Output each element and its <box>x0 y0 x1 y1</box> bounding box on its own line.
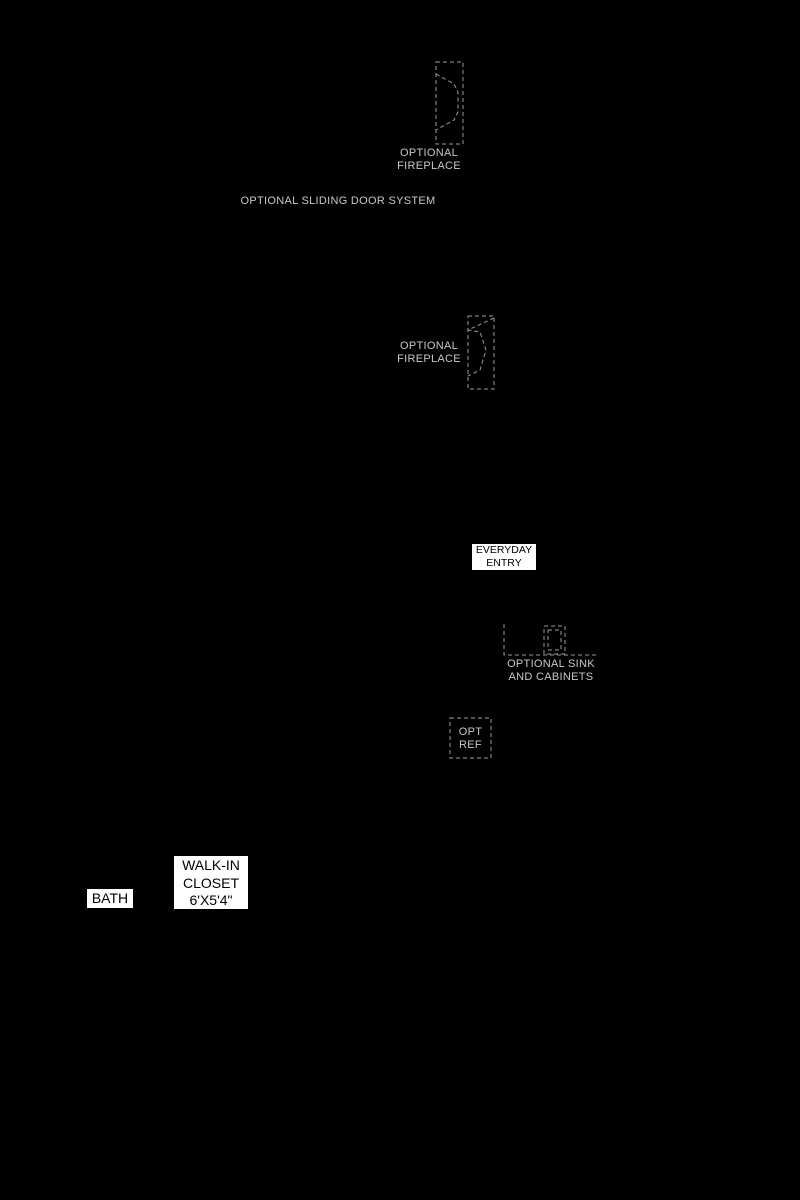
everyday-entry-label <box>472 544 536 570</box>
walk-in-closet-label-line3: 6'X5'4" <box>189 892 233 908</box>
opt-ref-label-line1: OPT <box>458 726 483 738</box>
everyday-entry-label-line2: ENTRY <box>486 557 522 569</box>
sink-cabinets-label-line2: AND CABINETS <box>508 671 594 683</box>
walk-in-closet-label-line1: WALK-IN <box>182 857 240 873</box>
sink-cabinets-label <box>496 658 606 684</box>
sink-cabinets-outline <box>504 624 598 655</box>
sink-cabinets-label-line1: OPTIONAL SINK <box>507 658 595 670</box>
everyday-entry-label-line1: EVERYDAY <box>475 544 533 556</box>
sliding-door-label-text: OPTIONAL SLIDING DOOR SYSTEM <box>240 195 436 207</box>
fireplace-lower-label-line1: OPTIONAL <box>399 340 459 352</box>
fireplace-upper-label-line2: FIREPLACE <box>397 160 461 172</box>
walk-in-closet-label <box>174 856 248 909</box>
fireplace-lower-label-line2: FIREPLACE <box>397 353 461 365</box>
bath-label <box>87 889 133 908</box>
bath-label-text: BATH <box>91 890 129 906</box>
fireplace-upper-label-line1: OPTIONAL <box>399 147 459 159</box>
opt-ref-label <box>450 726 491 752</box>
sliding-door-label <box>232 195 444 208</box>
opt-ref-label-line2: REF <box>459 739 482 751</box>
walk-in-closet-label-line2: CLOSET <box>182 874 239 891</box>
fireplace-upper-label <box>386 147 472 173</box>
fireplace-upper-outline <box>436 62 463 144</box>
fireplace-lower-label <box>386 340 472 366</box>
